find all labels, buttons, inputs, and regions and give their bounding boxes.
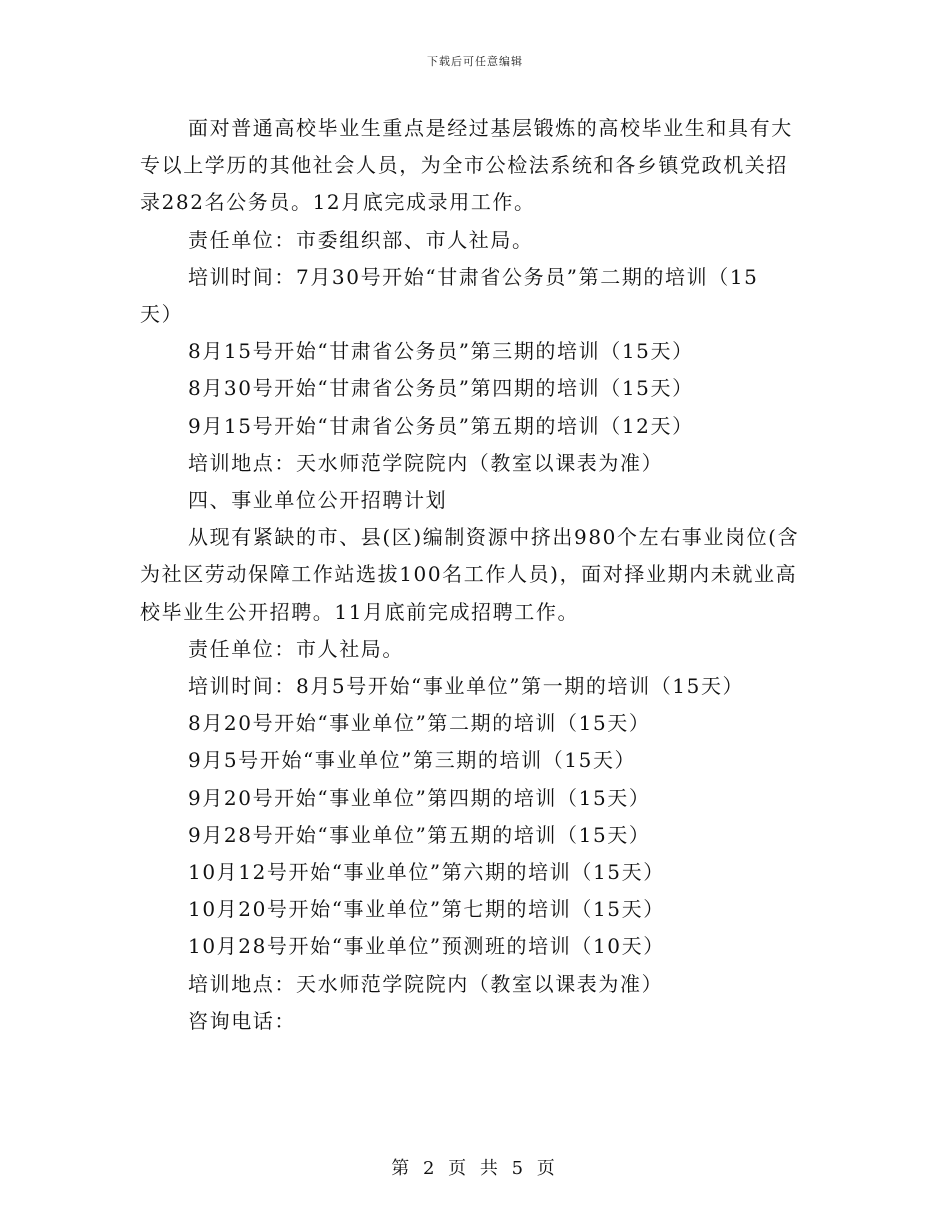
page-footer: 第 2 页 共 5 页 [391,1158,559,1179]
training-session: 9月15号开始“甘肃省公务员”第五期的培训（12天） [188,413,694,438]
training-time-1 [140,259,812,333]
text-line: 天） [140,302,184,327]
training-session: 10月20号开始“事业单位”第七期的培训（15天） [188,897,665,922]
training-session: 8月20号开始“事业单位”第二期的培训（15天） [188,711,651,736]
responsible-unit-1: 责任单位：市委组织部、市人社局。 [188,227,534,252]
section-heading-4: 四、事业单位公开招聘计划 [188,488,448,513]
page-header-note: 下载后可任意编辑 [427,55,523,68]
consultation-phone-label: 咨询电话： [188,1008,296,1033]
paragraph-institution-recruitment [140,519,812,631]
text-line: 录282名公务员。12月底完成录用工作。 [140,190,536,215]
training-time-2: 培训时间：8月5号开始“事业单位”第一期的培训（15天） [188,674,745,699]
text-line: 校毕业生公开招聘。11月底前完成招聘工作。 [140,599,580,624]
responsible-unit-2: 责任单位：市人社局。 [188,636,404,661]
text-line: 为社区劳动保障工作站选拔100名工作人员)，面对择业期内未就业高 [140,562,798,587]
text-line: 从现有紧缺的市、县(区)编制资源中挤出980个左右事业岗位(含 [188,525,800,550]
training-session: 9月20号开始“事业单位”第四期的培训（15天） [188,785,651,810]
text-line: 培训时间：7月30号开始“甘肃省公务员”第二期的培训（15 [188,264,759,289]
paragraph-civil-servant-recruitment [140,110,812,222]
training-location-1: 培训地点：天水师范学院院内（教室以课表为准） [188,450,664,475]
training-location-2: 培训地点：天水师范学院院内（教室以课表为准） [188,971,664,996]
training-session: 10月12号开始“事业单位”第六期的培训（15天） [188,860,665,885]
text-line: 专以上学历的其他社会人员，为全市公检法系统和各乡镇党政机关招 [140,153,788,178]
text-line: 面对普通高校毕业生重点是经过基层锻炼的高校毕业生和具有大 [188,116,793,140]
training-session: 10月28号开始“事业单位”预测班的培训（10天） [188,934,665,959]
training-session: 9月28号开始“事业单位”第五期的培训（15天） [188,822,651,847]
training-session: 8月15号开始“甘肃省公务员”第三期的培训（15天） [188,339,694,364]
training-session: 8月30号开始“甘肃省公务员”第四期的培训（15天） [188,376,694,401]
training-session: 9月5号开始“事业单位”第三期的培训（15天） [188,748,637,773]
document-body [140,110,812,1040]
